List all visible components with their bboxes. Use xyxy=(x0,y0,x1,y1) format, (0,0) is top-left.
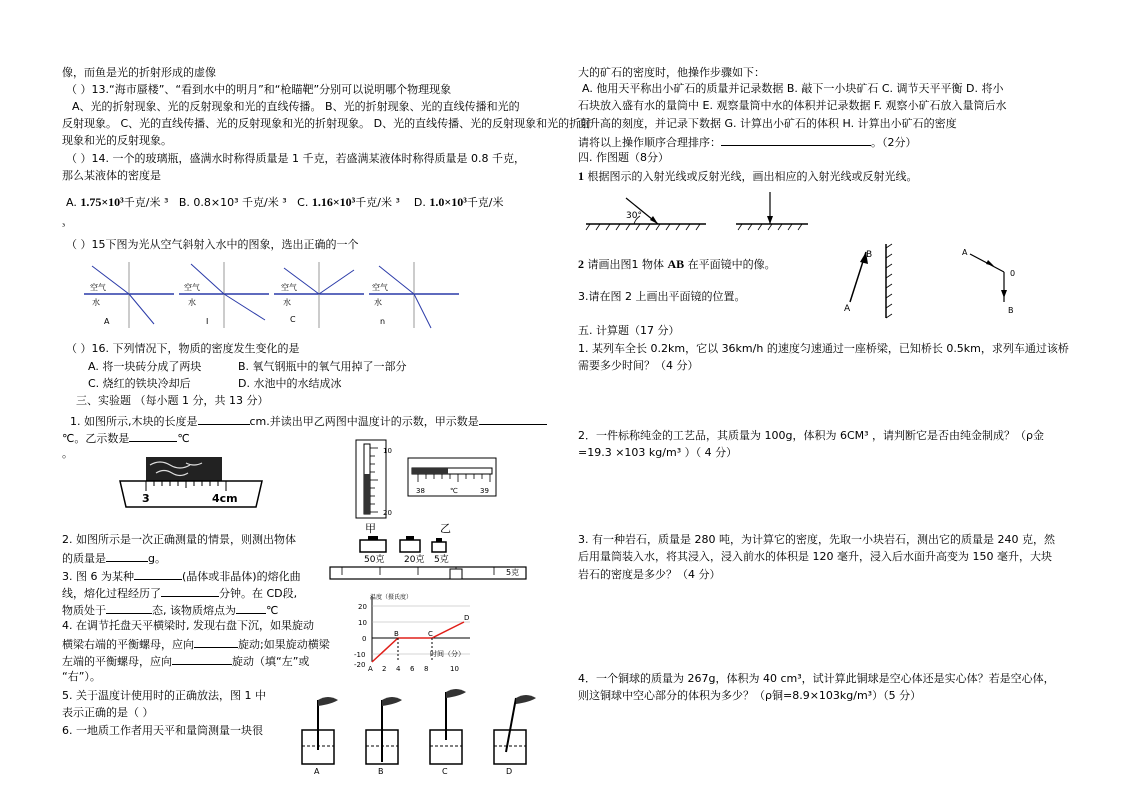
ore-order xyxy=(578,134,917,150)
exp-3-e xyxy=(62,602,278,618)
figure-label-o: 0 xyxy=(1010,269,1016,278)
graph-tick-y: 0 xyxy=(362,635,367,643)
weight-50: 50克 xyxy=(364,555,385,565)
refraction-diagrams xyxy=(84,258,464,330)
figure-label-b2: B xyxy=(1008,306,1014,315)
drawing-q1-text: 根据图示的入射光线或反射光线，画出相应的入射光线或反射光线。 xyxy=(587,170,918,183)
beaker-c xyxy=(430,689,466,764)
graph-tick-x: 2 xyxy=(382,665,387,673)
q14-option-a-value: 1.75×10³ xyxy=(80,195,124,209)
graph-tick-y: -10 xyxy=(354,651,366,659)
answer-blank[interactable] xyxy=(479,413,547,425)
exp-1-e: 。 xyxy=(62,447,73,460)
exp-4-f: “右”）。 xyxy=(62,670,101,683)
q13-options-2: 反射现象。 C、光的直线传播、光的反射现象和光的折射现象。 D、光的直线传播、光的反射现象和光的折射 xyxy=(62,117,592,130)
refraction-diagram-a xyxy=(84,262,174,328)
exp-3-text-e: 物质处于 xyxy=(62,604,106,617)
graph-tick-x: 4 xyxy=(396,665,401,673)
beaker-label: D xyxy=(506,767,513,776)
beaker-d xyxy=(494,695,536,764)
section-4-title: 四. 作图题（8分） xyxy=(578,151,669,164)
q16-option-d: D. 水池中的水结成冰 xyxy=(238,377,342,390)
calc-4-b: 则这铜球中空心部分的体积为多少？（ρ铜=8.9×103kg/m³）（5 分） xyxy=(578,689,922,702)
exp-1-text-d: ℃ xyxy=(177,432,190,445)
exp-6: 6. 一地质工作者用天平和量筒测量一块很 xyxy=(62,724,263,737)
exp-4: 4. 在调节托盘天平横梁时, 发现右盘下沉，如果旋动 xyxy=(62,619,314,632)
question-14: （ ）14. 一个的玻璃瓶，盛满水时称得质量是 1 千克，若盛满某液体时称得质量是 0.8 千克， xyxy=(66,152,525,165)
drawing-q2-text: 请画出图1 物体 xyxy=(587,258,664,271)
label-c: C xyxy=(290,315,296,324)
calc-4: 4．一个铜球的质量为 267g，体积为 40 cm³，试计算此铜球是空心体还是实心体？若是空心体， xyxy=(578,672,1055,685)
therm-label-20: 20 xyxy=(383,509,392,517)
ore-order-text: 请将以上操作顺序合理排序： xyxy=(578,136,721,149)
exp-4-text-c: 旋动;如果旋动横梁 xyxy=(238,638,330,651)
weight-5: 5克 xyxy=(434,555,449,565)
graph-tick-y: -20 xyxy=(354,661,366,669)
text-line: 大的矿石的密度时，他操作步骤如下： xyxy=(578,66,765,79)
answer-blank[interactable] xyxy=(236,602,266,614)
ore-steps-3: 面升高的刻度，并记录下数据 G. 计算出小矿石的体积 H. 计算出小矿石的密度 xyxy=(578,117,957,130)
q13-options-3: 现象和光的反射现象。 xyxy=(62,134,172,147)
calc-3: 3. 有一种岩石，质量是 280 吨，为计算它的密度，先取一小块岩石，测出它的质量是 240 克，然 xyxy=(578,533,1055,546)
therm-label-39: 39 xyxy=(480,487,489,495)
graph-point-c: C xyxy=(428,630,433,638)
calc-2-b: =19.3 ×103 kg/m³ ）（ 4 分） xyxy=(578,446,738,459)
drawing-q1 xyxy=(578,169,918,184)
ore-order-score: 。（2分） xyxy=(871,136,917,149)
drawing-q1-num: 1 xyxy=(578,169,584,183)
q14-tail: ³ xyxy=(62,222,66,231)
calc-3-b: 后用量筒装入水，将其浸入，浸入前水的体积是 120 毫升，浸入后水面升高变为 150 毫升，大块 xyxy=(578,550,1052,563)
label-water-a: 水 xyxy=(92,298,100,307)
figure-label-b: B xyxy=(866,250,873,260)
therm-label-jia: 甲 xyxy=(365,522,376,535)
exp-4-text-d: 左端的平衡螺母，应向 xyxy=(62,655,172,668)
calc-1: 1. 某列车全长 0.2km，它以 36km/h 的速度匀速通过一座桥梁，已知桥长 0.5km，求列车通过该桥 xyxy=(578,342,1069,355)
ore-steps-1: A. 他用天平称出小矿石的质量并记录数据 B. 敲下一小块矿石 C. 调节天平平衡 D. 将小 xyxy=(582,82,1004,95)
exp-3-text: 3. 图 6 为某种 xyxy=(62,570,134,583)
exp-1 xyxy=(70,413,547,429)
q14-option-d-unit: 千克/米 xyxy=(466,196,504,209)
exp-4-d xyxy=(62,653,309,669)
q14-options xyxy=(66,195,504,210)
label-d: n xyxy=(380,317,386,326)
exp-4-b xyxy=(62,636,330,652)
graph-tick-y: 20 xyxy=(358,603,367,611)
exp-3-text-c: 线，熔化过程经历了 xyxy=(62,587,161,600)
exp-3-text-b: (晶体或非晶体)的熔化曲 xyxy=(181,570,301,583)
balance-scale-bar xyxy=(330,565,530,583)
section-5-title: 五. 计算题（17 分） xyxy=(578,324,680,337)
exp-1-text: 1. 如图所示,木块的长度是 xyxy=(70,415,198,428)
q14-option-b: B. 0.8×10³ 千克/米 ³ xyxy=(178,196,287,209)
exp-1-text-b: cm.并读出甲乙两图中温度计的示数，甲示数是 xyxy=(249,415,479,428)
drawing-q2-ab: AB xyxy=(667,257,685,271)
therm-label-c: ℃ xyxy=(450,487,458,495)
exp-4-text-e: 旋动（填“左”或 xyxy=(232,655,310,668)
drawing-q2-text-c: 在平面镜中的像。 xyxy=(687,258,776,271)
calc-1-b: 需要多少时间？（4 分） xyxy=(578,359,699,372)
figure-label-a2: A xyxy=(962,248,968,257)
label-water-c: 水 xyxy=(283,298,291,307)
ruler-label-3: 3 xyxy=(142,492,150,505)
q14-option-d: D. xyxy=(413,196,426,209)
q14-option-a-unit: 千克/米 ³ xyxy=(123,196,169,209)
section-3-title: 三、实验题 （每小题 1 分，共 13 分） xyxy=(76,394,269,407)
question-14-b: 那么某液体的密度是 xyxy=(62,169,161,182)
q14-option-c-unit: 千克/米 ³ xyxy=(355,196,400,209)
therm-label-10: 10 xyxy=(383,447,392,455)
q14-option-c-value: 1.16×10³ xyxy=(311,195,356,209)
answer-blank[interactable] xyxy=(129,430,177,442)
figure-label-a: A xyxy=(844,304,851,314)
beaker-label: A xyxy=(314,767,320,776)
drawing-q3: 3.请在图 2 上画出平面镜的位置。 xyxy=(578,290,746,303)
therm-label-yi: 乙 xyxy=(440,522,451,535)
q13-options: A、光的折射现象、光的反射现象和光的直线传播。 B、光的折射现象、光的直线传播和光的 xyxy=(72,100,520,113)
q16-option-a: A. 将一块砖分成了两块 xyxy=(88,360,202,373)
beaker-label: C xyxy=(442,767,448,776)
label-air-d: 空气 xyxy=(372,283,388,292)
label-water-b: 水 xyxy=(188,298,196,307)
ruler-figure xyxy=(116,455,266,511)
answer-blank[interactable] xyxy=(198,413,250,425)
q14-option-c: C. xyxy=(297,196,309,209)
answer-blank[interactable] xyxy=(194,636,238,648)
scale-label: 5克 xyxy=(506,568,520,577)
answer-blank[interactable] xyxy=(134,568,182,580)
answer-blank[interactable] xyxy=(106,602,152,614)
label-b: I xyxy=(206,317,209,326)
graph-tick-y: 10 xyxy=(358,619,367,627)
exp-4-text-b: 横梁右端的平衡螺母，应向 xyxy=(62,638,194,651)
beaker-b xyxy=(366,697,402,764)
refraction-diagram-c xyxy=(274,262,364,328)
q16-option-c: C. 烧红的铁块冷却后 xyxy=(88,377,191,390)
answer-blank[interactable] xyxy=(721,134,871,146)
exp-3 xyxy=(62,568,301,584)
label-air-b: 空气 xyxy=(184,283,200,292)
graph-y-label: 温度（摄氏度） xyxy=(370,594,413,601)
text-line: 像，而鱼是光的折射形成的虚像 xyxy=(62,66,216,79)
graph-tick-x: A xyxy=(368,665,373,673)
therm-label-38: 38 xyxy=(416,487,425,495)
answer-blank[interactable] xyxy=(172,653,232,665)
beaker-label: B xyxy=(378,767,384,776)
ruler-label-4cm: 4cm xyxy=(212,492,238,505)
exp-1-text-c: ℃。乙示数是 xyxy=(62,432,130,445)
angle-label: 30° xyxy=(626,211,642,221)
drawing-q2-num: 2 xyxy=(578,257,584,271)
q14-option-d-value: 1.0×10³ xyxy=(429,195,467,209)
label-water-d: 水 xyxy=(374,298,382,307)
q14-option-a: A. xyxy=(66,196,77,209)
reflection-figures xyxy=(586,188,816,238)
refraction-diagram-b xyxy=(179,262,269,328)
exp-2-text-c: g。 xyxy=(148,552,166,565)
answer-blank[interactable] xyxy=(106,550,148,562)
drawing-q2 xyxy=(578,257,776,272)
graph-tick-x: 10 xyxy=(450,665,459,673)
calc-2: 2．一件标称纯金的工艺品，其质量为 100g，体积为 6CM³ ，请判断它是否由纯金制成？（ρ金 xyxy=(578,429,1045,442)
exp-2-b xyxy=(62,550,166,566)
question-13: （ ）13.“海市蜃楼”、“看到水中的明月”和“枪瞄靶”分别可以说明哪个物理现象 xyxy=(66,83,452,96)
label-air-c: 空气 xyxy=(281,283,297,292)
calc-3-c: 岩石的密度是多少？（4 分） xyxy=(578,568,721,581)
exp-3-c xyxy=(62,585,297,601)
graph-tick-x: 8 xyxy=(424,665,429,673)
exp-2-text-b: 的质量是 xyxy=(62,552,106,565)
question-16: （ ）16. 下列情况下，物质的密度发生变化的是 xyxy=(66,342,300,355)
q16-option-b: B. 氧气钢瓶中的氧气用掉了一部分 xyxy=(238,360,407,373)
beaker-a xyxy=(302,697,338,764)
graph-point-b: B xyxy=(394,630,399,638)
exp-5: 5. 关于温度计使用时的正确放法，图 1 中 xyxy=(62,689,266,702)
exp-3-text-g: ℃ xyxy=(266,604,279,617)
answer-blank[interactable] xyxy=(161,585,219,597)
exp-1-c xyxy=(62,430,190,446)
question-15: （ ）15下图为光从空气斜射入水中的图象，选出正确的一个 xyxy=(66,238,359,251)
exp-5-b: 表示正确的是（ ） xyxy=(62,706,154,719)
graph-tick-x: 6 xyxy=(410,665,415,673)
label-a: A xyxy=(104,317,110,326)
beakers-figure xyxy=(296,690,536,770)
exp-2: 2. 如图所示是一次正确测量的情景，则测出物体 xyxy=(62,533,296,546)
graph-point-d: D xyxy=(464,614,470,622)
ore-steps-2: 石块放入盛有水的量筒中 E. 观察量筒中水的体积并记录数据 F. 观察小矿石放入量筒后水 xyxy=(578,99,1007,112)
exp-3-text-d: 分钟。在 CD段, xyxy=(219,587,298,600)
exp-3-text-f: 态, 该物质熔点为 xyxy=(152,604,236,617)
graph-x-label: 时间（分） xyxy=(430,650,465,658)
label-air-a: 空气 xyxy=(90,283,106,292)
weight-20: 20克 xyxy=(404,555,425,565)
